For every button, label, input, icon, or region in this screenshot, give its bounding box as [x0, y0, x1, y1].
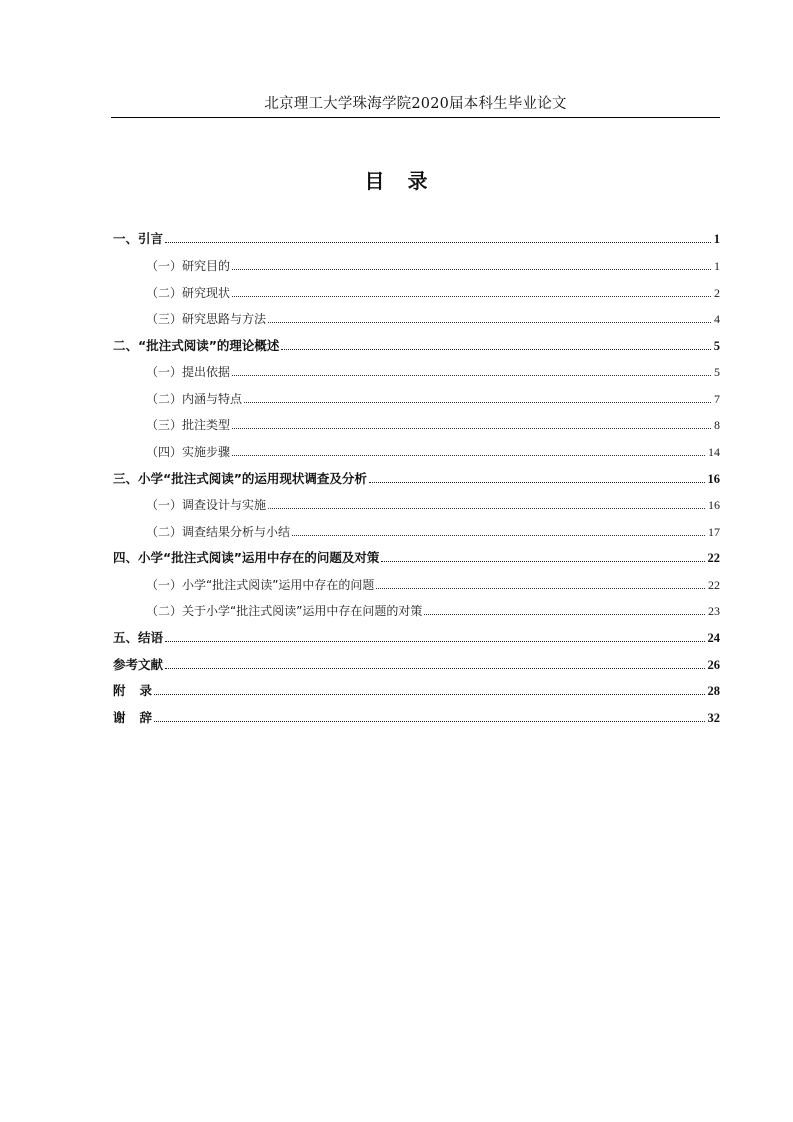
- dot-leader: [165, 667, 704, 669]
- toc-entry[interactable]: [113, 628, 720, 646]
- toc-entry[interactable]: [113, 229, 720, 247]
- toc-entry-page: 16: [707, 472, 720, 486]
- toc-entry-page: 26: [707, 658, 720, 672]
- toc-entry[interactable]: [146, 442, 720, 460]
- toc-entry-label: 三、小学“批注式阅读”的运用现状调查及分析: [113, 471, 367, 486]
- toc-entry-page: 1: [714, 259, 720, 273]
- toc-entry-label: [113, 710, 152, 726]
- dot-leader: [154, 693, 704, 695]
- toc-entry[interactable]: [146, 601, 720, 619]
- toc-entry-label-char: 辞: [139, 710, 153, 725]
- toc-entry-label: 参考文献: [113, 657, 164, 672]
- toc-entry-label: （二）内涵与特点: [146, 392, 243, 406]
- toc-entry-page: 4: [714, 312, 720, 326]
- toc-entry-label: 四、小学“批注式阅读”运用中存在的问题及对策: [113, 550, 380, 565]
- toc-entry[interactable]: [146, 362, 720, 380]
- toc-entry[interactable]: [146, 522, 720, 540]
- dot-leader: [232, 374, 711, 376]
- toc-entry-page: 5: [713, 339, 720, 353]
- toc-entry-page: 22: [707, 551, 720, 565]
- toc-entry-page: 23: [708, 604, 720, 618]
- dot-leader: [165, 640, 704, 642]
- dot-leader: [165, 241, 711, 243]
- dot-leader: [154, 720, 704, 722]
- toc-entry-page: 5: [714, 365, 720, 379]
- toc-entry[interactable]: [146, 283, 720, 301]
- dot-leader: [244, 401, 711, 403]
- toc-entry-page: 32: [707, 711, 720, 725]
- toc-entry[interactable]: [146, 389, 720, 407]
- toc-entry[interactable]: [146, 575, 720, 593]
- toc-entry-page: 7: [714, 392, 720, 406]
- dot-leader: [376, 587, 705, 589]
- dot-leader: [232, 454, 705, 456]
- toc-entry-label: （四）实施步骤: [146, 445, 231, 459]
- toc-entry-page: 16: [708, 498, 720, 512]
- toc-entry-label: （三）研究思路与方法: [146, 312, 267, 326]
- toc-entry[interactable]: [146, 495, 720, 513]
- toc-entry-label-char: 谢: [113, 710, 126, 725]
- dot-leader: [424, 613, 705, 615]
- toc-entry-label: （二）研究现状: [146, 286, 231, 300]
- page-title-part2: 录: [407, 169, 429, 193]
- toc-entry-label-char: 录: [139, 683, 153, 698]
- toc-entry-label: （三）批注类型: [146, 418, 231, 432]
- toc-entry-label: 二、“批注式阅读”的理论概述: [113, 338, 280, 353]
- toc-entry-label: （一）提出依据: [146, 365, 231, 379]
- toc-entry[interactable]: [113, 548, 720, 566]
- toc-entry[interactable]: [113, 655, 720, 673]
- page-title-part1: 目: [364, 169, 386, 193]
- toc-entry[interactable]: [113, 708, 720, 726]
- toc-entry-label: （一）小学“批注式阅读”运用中存在的问题: [146, 578, 375, 592]
- dot-leader: [268, 321, 711, 323]
- toc-entry-label: 一、引言: [113, 231, 164, 246]
- dot-leader: [281, 348, 710, 350]
- toc-entry[interactable]: [113, 336, 720, 354]
- dot-leader: [381, 560, 704, 562]
- toc-entry-page: 24: [707, 631, 720, 645]
- toc-entry[interactable]: [146, 415, 720, 433]
- toc-entry-label-char: 附: [113, 683, 126, 698]
- toc-entry-page: 8: [714, 418, 720, 432]
- running-header-text: 北京理工大学珠海学院2020届本科生毕业论文: [264, 96, 567, 112]
- toc-entry[interactable]: [113, 681, 720, 699]
- toc-entry-page: 17: [708, 525, 720, 539]
- toc-entry[interactable]: [146, 309, 720, 327]
- dot-leader: [232, 295, 711, 297]
- dot-leader: [232, 427, 711, 429]
- toc-entry-page: 28: [707, 684, 720, 698]
- dot-leader: [232, 268, 711, 270]
- toc-entry-label: （一）研究目的: [146, 259, 231, 273]
- dot-leader: [268, 507, 705, 509]
- toc-entry-label: [113, 683, 152, 699]
- toc-entry-label: （一）调查设计与实施: [146, 498, 267, 512]
- toc-entry-page: 2: [714, 286, 720, 300]
- toc-entry-label: （二）调查结果分析与小结: [146, 525, 291, 539]
- toc-entry[interactable]: [113, 469, 720, 487]
- toc-entry-page: 14: [708, 445, 720, 459]
- toc-entry-label: 五、结语: [113, 630, 164, 645]
- dot-leader: [292, 534, 705, 536]
- toc-entry-page: 1: [713, 232, 720, 246]
- toc-entry[interactable]: [146, 256, 720, 274]
- dot-leader: [369, 481, 705, 483]
- toc-entry-label: （二）关于小学“批注式阅读”运用中存在问题的对策: [146, 604, 423, 618]
- toc-entry-page: 22: [708, 578, 720, 592]
